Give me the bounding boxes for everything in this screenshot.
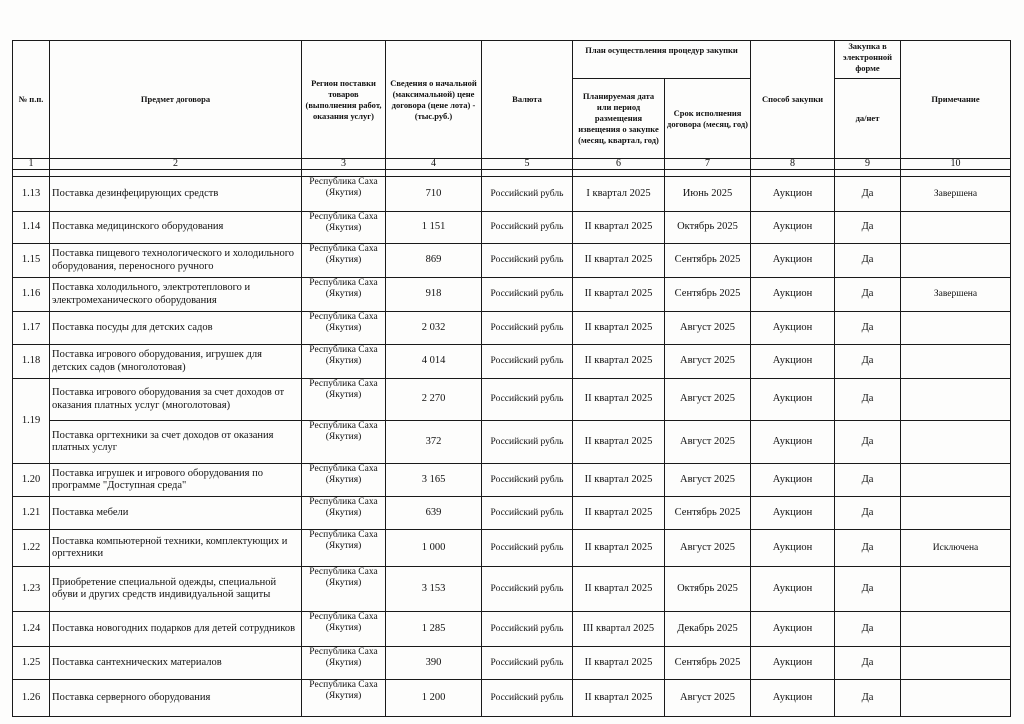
row-subject: Поставка мебели [50, 497, 302, 530]
row-note [901, 212, 1011, 244]
row-currency: Российский рубль [482, 421, 573, 464]
row-note [901, 680, 1011, 717]
column-number: 4 [386, 159, 482, 170]
row-currency: Российский рубль [482, 278, 573, 312]
row-currency: Российский рубль [482, 530, 573, 567]
row-currency: Российский рубль [482, 177, 573, 212]
row-method: Аукцион [751, 497, 835, 530]
row-method: Аукцион [751, 567, 835, 612]
row-planned: II квартал 2025 [573, 647, 665, 680]
row-price: 639 [386, 497, 482, 530]
header-eform-group: Закупка в электронной форме [835, 41, 901, 79]
row-number: 1.24 [13, 612, 50, 647]
row-deadline: Сентябрь 2025 [665, 278, 751, 312]
table-body [13, 177, 1011, 717]
row-method: Аукцион [751, 244, 835, 278]
row-eform: Да [835, 612, 901, 647]
row-eform: Да [835, 312, 901, 345]
column-number: 7 [665, 159, 751, 170]
row-currency: Российский рубль [482, 612, 573, 647]
row-method: Аукцион [751, 212, 835, 244]
row-deadline: Сентябрь 2025 [665, 647, 751, 680]
column-number: 10 [901, 159, 1011, 170]
row-deadline: Сентябрь 2025 [665, 497, 751, 530]
row-price: 2 032 [386, 312, 482, 345]
row-region: Республика Саха (Якутия) [302, 244, 386, 278]
row-currency: Российский рубль [482, 680, 573, 717]
row-region: Республика Саха (Якутия) [302, 680, 386, 717]
table-row [13, 530, 1011, 567]
row-planned: II квартал 2025 [573, 379, 665, 421]
header-plan-group: План осуществления процедур закупки [573, 41, 751, 79]
row-subject: Поставка серверного оборудования [50, 680, 302, 717]
row-deadline: Октябрь 2025 [665, 212, 751, 244]
table-row [13, 345, 1011, 379]
row-number: 1.26 [13, 680, 50, 717]
header-method: Способ закупки [751, 41, 835, 159]
row-price: 1 151 [386, 212, 482, 244]
row-eform: Да [835, 379, 901, 421]
row-deadline: Август 2025 [665, 530, 751, 567]
row-region: Республика Саха (Якутия) [302, 177, 386, 212]
table-row [13, 421, 1011, 464]
row-deadline: Декабрь 2025 [665, 612, 751, 647]
row-eform: Да [835, 278, 901, 312]
column-number: 5 [482, 159, 573, 170]
row-currency: Российский рубль [482, 497, 573, 530]
column-number: 9 [835, 159, 901, 170]
row-region: Республика Саха (Якутия) [302, 464, 386, 497]
row-planned: II квартал 2025 [573, 244, 665, 278]
row-note [901, 612, 1011, 647]
row-deadline: Июнь 2025 [665, 177, 751, 212]
row-region: Республика Саха (Якутия) [302, 345, 386, 379]
row-eform: Да [835, 421, 901, 464]
row-method: Аукцион [751, 647, 835, 680]
row-currency: Российский рубль [482, 212, 573, 244]
row-currency: Российский рубль [482, 464, 573, 497]
row-planned: II квартал 2025 [573, 530, 665, 567]
row-number: 1.16 [13, 278, 50, 312]
header-currency: Валюта [482, 41, 573, 159]
header-subject: Предмет договора [50, 41, 302, 159]
row-planned: II квартал 2025 [573, 312, 665, 345]
row-planned: II квартал 2025 [573, 212, 665, 244]
row-region: Республика Саха (Якутия) [302, 647, 386, 680]
row-planned: II квартал 2025 [573, 464, 665, 497]
row-eform: Да [835, 345, 901, 379]
table-row [13, 177, 1011, 212]
row-note [901, 497, 1011, 530]
procurement-plan-table [12, 40, 1011, 717]
row-subject: Поставка медицинского оборудования [50, 212, 302, 244]
row-method: Аукцион [751, 379, 835, 421]
row-subject: Приобретение специальной одежды, специальной обуви и других средств индивидуальной защиты [50, 567, 302, 612]
row-note [901, 379, 1011, 421]
table-row [13, 567, 1011, 612]
row-number: 1.17 [13, 312, 50, 345]
row-region: Республика Саха (Якутия) [302, 278, 386, 312]
row-price: 710 [386, 177, 482, 212]
row-subject: Поставка игрушек и игрового оборудования по программе "Доступная среда" [50, 464, 302, 497]
row-planned: II квартал 2025 [573, 278, 665, 312]
row-eform: Да [835, 244, 901, 278]
row-region: Республика Саха (Якутия) [302, 530, 386, 567]
row-planned: II квартал 2025 [573, 345, 665, 379]
row-note [901, 464, 1011, 497]
row-currency: Российский рубль [482, 379, 573, 421]
row-method: Аукцион [751, 421, 835, 464]
row-eform: Да [835, 567, 901, 612]
row-planned: II квартал 2025 [573, 497, 665, 530]
row-subject: Поставка игрового оборудования, игрушек для детских садов (многолотовая) [50, 345, 302, 379]
row-number: 1.14 [13, 212, 50, 244]
row-method: Аукцион [751, 345, 835, 379]
row-number: 1.15 [13, 244, 50, 278]
row-number: 1.13 [13, 177, 50, 212]
row-deadline: Октябрь 2025 [665, 567, 751, 612]
table-row [13, 212, 1011, 244]
table-row [13, 612, 1011, 647]
row-note [901, 567, 1011, 612]
column-number: 8 [751, 159, 835, 170]
row-deadline: Август 2025 [665, 379, 751, 421]
row-method: Аукцион [751, 177, 835, 212]
row-eform: Да [835, 530, 901, 567]
row-method: Аукцион [751, 612, 835, 647]
row-eform: Да [835, 212, 901, 244]
column-number: 1 [13, 159, 50, 170]
row-number: 1.25 [13, 647, 50, 680]
row-number: 1.20 [13, 464, 50, 497]
table-row [13, 680, 1011, 717]
row-subject: Поставка посуды для детских садов [50, 312, 302, 345]
header-separator [13, 170, 1011, 177]
row-eform: Да [835, 680, 901, 717]
row-deadline: Август 2025 [665, 464, 751, 497]
row-method: Аукцион [751, 464, 835, 497]
row-note [901, 244, 1011, 278]
column-number: 3 [302, 159, 386, 170]
row-price: 918 [386, 278, 482, 312]
row-region: Республика Саха (Якутия) [302, 497, 386, 530]
row-deadline: Сентябрь 2025 [665, 244, 751, 278]
row-note: Исключена [901, 530, 1011, 567]
column-number: 2 [50, 159, 302, 170]
row-planned: II квартал 2025 [573, 567, 665, 612]
header-deadline: Срок исполнения договора (месяц, год) [665, 79, 751, 159]
row-subject: Поставка компьютерной техники, комплектующих и оргтехники [50, 530, 302, 567]
row-method: Аукцион [751, 680, 835, 717]
row-eform: Да [835, 177, 901, 212]
row-deadline: Август 2025 [665, 312, 751, 345]
column-numbers-row [13, 159, 1011, 170]
row-price: 3 165 [386, 464, 482, 497]
row-price: 869 [386, 244, 482, 278]
row-note [901, 345, 1011, 379]
row-method: Аукцион [751, 312, 835, 345]
row-planned: III квартал 2025 [573, 612, 665, 647]
row-region: Республика Саха (Якутия) [302, 312, 386, 345]
header-note: Примечание [901, 41, 1011, 159]
row-number: 1.21 [13, 497, 50, 530]
row-method: Аукцион [751, 278, 835, 312]
row-eform: Да [835, 497, 901, 530]
row-subject: Поставка дезинфецирующих средств [50, 177, 302, 212]
row-planned: II квартал 2025 [573, 680, 665, 717]
row-subject: Поставка пищевого технологического и холодильного оборудования, переносного ручного [50, 244, 302, 278]
row-price: 390 [386, 647, 482, 680]
row-region: Республика Саха (Якутия) [302, 421, 386, 464]
row-number: 1.23 [13, 567, 50, 612]
row-subject: Поставка новогодних подарков для детей сотрудников [50, 612, 302, 647]
row-currency: Российский рубль [482, 647, 573, 680]
row-deadline: Август 2025 [665, 345, 751, 379]
row-subject: Поставка холодильного, электротеплового и электромеханического оборудования [50, 278, 302, 312]
row-note [901, 312, 1011, 345]
row-region: Республика Саха (Якутия) [302, 212, 386, 244]
table-row [13, 312, 1011, 345]
row-method: Аукцион [751, 530, 835, 567]
row-subject: Поставка оргтехники за счет доходов от оказания платных услуг [50, 421, 302, 464]
row-eform: Да [835, 464, 901, 497]
row-subject: Поставка игрового оборудования за счет доходов от оказания платных услуг (многолотовая) [50, 379, 302, 421]
column-number: 6 [573, 159, 665, 170]
row-eform: Да [835, 647, 901, 680]
row-region: Республика Саха (Якутия) [302, 567, 386, 612]
row-currency: Российский рубль [482, 345, 573, 379]
table-row [13, 647, 1011, 680]
header-price: Сведения о начальной (максимальной) цене договора (цене лота) - (тыс.руб.) [386, 41, 482, 159]
row-price: 4 014 [386, 345, 482, 379]
row-number: 1.18 [13, 345, 50, 379]
header-planned: Планируемая дата или период размещения извещения о закупке (месяц, квартал, год) [573, 79, 665, 159]
row-currency: Российский рубль [482, 244, 573, 278]
row-deadline: Август 2025 [665, 421, 751, 464]
row-note: Завершена [901, 278, 1011, 312]
row-note: Завершена [901, 177, 1011, 212]
row-note [901, 421, 1011, 464]
row-planned: II квартал 2025 [573, 421, 665, 464]
row-price: 1 000 [386, 530, 482, 567]
table-row [13, 379, 1011, 421]
row-currency: Российский рубль [482, 312, 573, 345]
row-number: 1.22 [13, 530, 50, 567]
row-subject: Поставка сантехнических материалов [50, 647, 302, 680]
row-note [901, 647, 1011, 680]
row-price: 1 200 [386, 680, 482, 717]
row-price: 3 153 [386, 567, 482, 612]
table-row [13, 244, 1011, 278]
row-price: 1 285 [386, 612, 482, 647]
row-price: 372 [386, 421, 482, 464]
header-num: № п.п. [13, 41, 50, 159]
row-deadline: Август 2025 [665, 680, 751, 717]
table-row [13, 278, 1011, 312]
table-row [13, 497, 1011, 530]
table-row [13, 464, 1011, 497]
row-region: Республика Саха (Якутия) [302, 612, 386, 647]
row-price: 2 270 [386, 379, 482, 421]
row-planned: I квартал 2025 [573, 177, 665, 212]
header-eform: да/нет [835, 79, 901, 159]
row-region: Республика Саха (Якутия) [302, 379, 386, 421]
row-currency: Российский рубль [482, 567, 573, 612]
row-number: 1.19 [13, 379, 50, 464]
header-region: Регион поставки товаров (выполнения работ, оказания услуг) [302, 41, 386, 159]
